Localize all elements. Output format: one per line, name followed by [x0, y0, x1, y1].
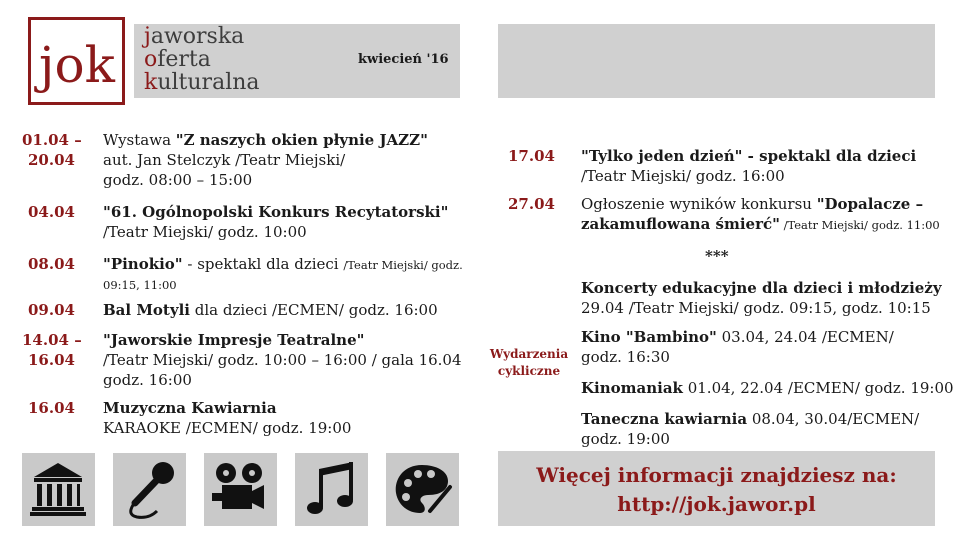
event-date: 04.04: [28, 203, 75, 221]
logo-text: jok: [39, 36, 115, 94]
cyclic-events-label: Wydarzenia cykliczne: [489, 347, 569, 378]
event-theatre-impressions: "Jaworskie Impresje Teatralne" /Teatr Miejski/ godz. 10:00 – 16:00 / gala 16.04 godz. 16:00: [103, 331, 462, 389]
event-jazz-exhibition: Wystawa "Z naszych okien płynie JAZZ" aut. Jan Stelczyk /Teatr Miejski/ godz. 08:00 – 15:00: [103, 131, 428, 189]
top-right-band: [498, 24, 935, 98]
event-date: 08.04: [28, 255, 75, 273]
cyclic-dance-cafe: Taneczna kawiarnia 08.04, 30.04/ECMEN/ godz. 19:00: [581, 410, 920, 448]
more-info-band: [498, 451, 935, 526]
brand-line-1: jaworska: [144, 24, 245, 49]
separator-stars: ***: [705, 247, 729, 265]
event-date: 17.04: [508, 147, 555, 165]
more-info-text: Więcej informacji znajdziesz na:: [536, 463, 897, 487]
microphone-icon: [113, 453, 186, 526]
cyclic-kinomaniak: Kinomaniak 01.04, 22.04 /ECMEN/ godz. 19:00: [581, 379, 954, 397]
cyclic-concerts: Koncerty edukacyjne dla dzieci i młodzieży 29.04 /Teatr Miejski/ godz. 09:15, godz. 10:15: [581, 279, 942, 317]
palette-icon: [386, 453, 459, 526]
event-music-cafe: Muzyczna Kawiarnia KARAOKE /ECMEN/ godz. 19:00: [103, 399, 352, 437]
event-only-one-day: "Tylko jeden dzień" - spektakl dla dzieci /Teatr Miejski/ godz. 16:00: [581, 147, 917, 185]
event-pinokio: "Pinokio" - spektakl dla dzieci /Teatr Miejski/ godz. 09:15, 11:00: [103, 255, 463, 292]
cyclic-kino-bambino: Kino "Bambino" 03.04, 24.04 /ECMEN/ godz. 16:30: [581, 328, 894, 366]
event-butterfly-ball: Bal Motyli dla dzieci /ECMEN/ godz. 16:00: [103, 301, 438, 319]
brand-band: [134, 24, 460, 98]
event-recitation-contest: "61. Ogólnopolski Konkurs Recytatorski" /Teatr Miejski/ godz. 10:00: [103, 203, 449, 241]
brand-line-3: kulturalna: [144, 70, 260, 95]
jok-logo: [28, 17, 125, 105]
music-note-icon: [295, 453, 368, 526]
event-contest-results: Ogłoszenie wyników konkursu "Dopalacze – zakamuflowana śmierć" /Teatr Miejski/ godz. 11:00: [581, 195, 940, 233]
brand-line-2: oferta: [144, 47, 211, 72]
event-date: 01.04 – 20.04: [22, 131, 82, 169]
website-link[interactable]: http://jok.jawor.pl: [617, 492, 816, 516]
event-date: 09.04: [28, 301, 75, 319]
event-date: 14.04 – 16.04: [22, 331, 82, 369]
event-date: 27.04: [508, 195, 555, 213]
theater-building-icon: [22, 453, 95, 526]
film-projector-icon: [204, 453, 277, 526]
event-date: 16.04: [28, 399, 75, 417]
month-label: kwiecień '16: [358, 52, 449, 67]
